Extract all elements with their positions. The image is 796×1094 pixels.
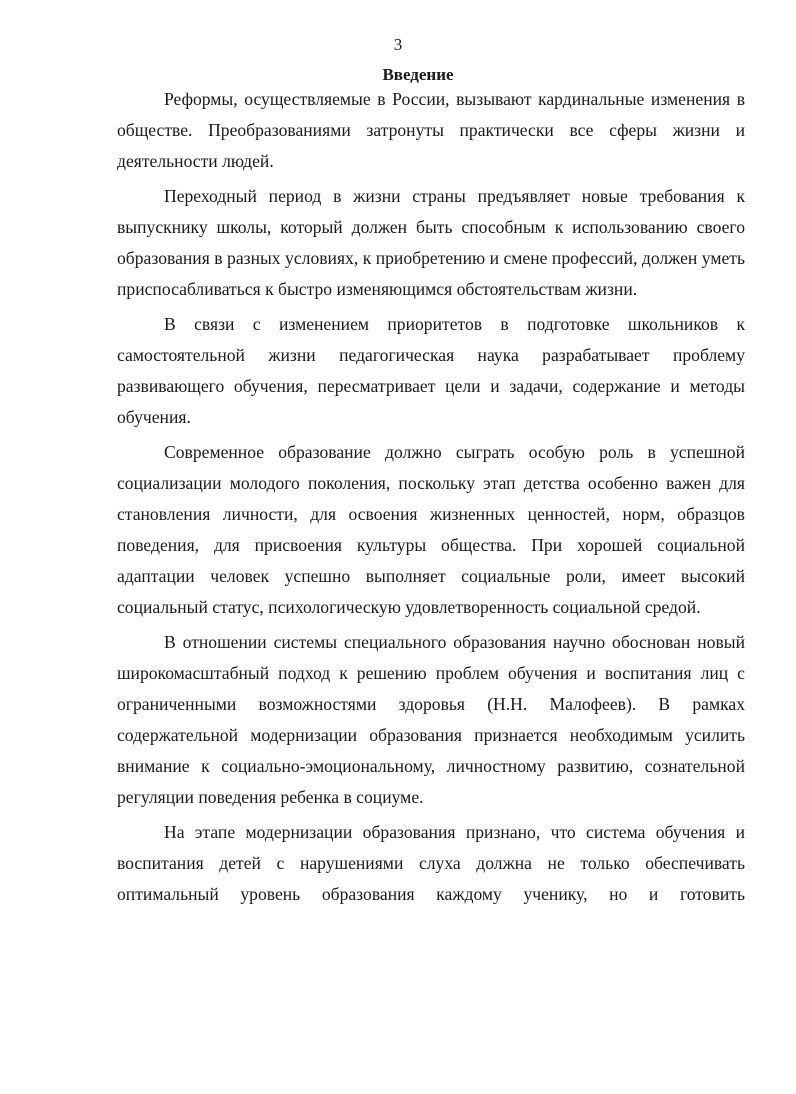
paragraph: Переходный период в жизни страны предъявляет новые требования к выпускнику школы, который должен быть способным к использованию своего образования в разных условиях, к приобретению и смене профессий, должен уметь приспосабливаться к быстро изменяющимся обстоятельствам жизни. [117,186,745,299]
paragraph: На этапе модернизации образования признано, что система обучения и воспитания детей с нарушениями слуха должна не только обеспечивать оптимальный уровень образования каждому ученику, но и готовить [117,822,745,904]
paragraph: Современное образование должно сыграть особую роль в успешной социализации молодого поколения, поскольку этап детства особенно важен для становления личности, для освоения жизненных ценностей, норм, образцов поведения, для присвоения культуры общества. При хорошей социальной адаптации человек успешно выполняет социальные роли, имеет высокий социальный статус, психологическую удовлетворенность социальной средой. [117,442,745,617]
page-number: 3 [393,35,403,54]
paragraph: В связи с изменением приоритетов в подготовке школьников к самостоятельной жизни педагогическая наука разрабатывает проблему развивающего обучения, пересматривает цели и задачи, содержание и методы обучения. [117,314,745,427]
paragraph: Реформы, осуществляемые в России, вызывают кардинальные изменения в обществе. Преобразованиями затронуты практически все сферы жизни и деятельности людей. [117,89,745,171]
body-text [117,84,745,914]
section-heading: Введение [382,65,454,84]
paragraph: В отношении системы специального образования научно обоснован новый широкомасштабный подход к решению проблем обучения и воспитания лиц с ограниченными возможностями здоровья (Н.Н. Малофеев). В рамках содержательной модернизации образования признается необходимым усилить внимание к социально-эмоциональному, личностному развитию, сознательной регуляции поведения ребенка в социуме. [117,632,745,807]
